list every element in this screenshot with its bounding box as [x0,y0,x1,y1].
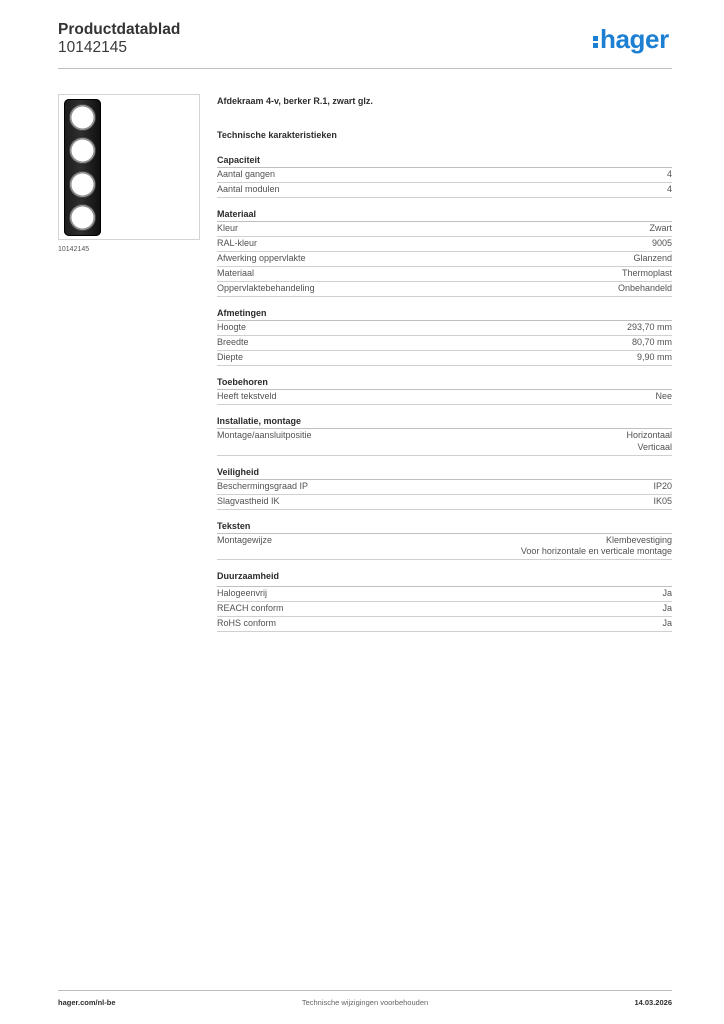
spec-value: Ja [662,588,672,598]
section-materiaal [217,208,672,297]
spec-value: Nee [655,391,672,401]
spec-label: Aantal modulen [217,184,280,194]
spec-label: Montage/aansluitpositie [217,430,312,440]
hager-logo [593,24,672,56]
section-title: Duurzaamheid [217,570,672,587]
frame-opening [70,205,95,230]
spec-row [217,237,672,252]
section-installatie-montage [217,415,672,456]
spec-value: 293,70 mm [626,322,672,332]
spec-label: RoHS conform [217,618,277,628]
section-afmetingen [217,307,672,366]
spec-label: Materiaal [217,268,255,278]
section-title: Installatie, montage [217,415,672,429]
spec-value: 80,70 mm [631,337,672,347]
spec-value: Thermoplast [621,268,672,278]
spec-label: Beschermingsgraad IP [217,480,309,491]
section-title: Materiaal [217,208,672,222]
spec-value: Glanzend [633,253,672,263]
section-toebehoren [217,376,672,405]
spec-value: IK05 [653,495,672,506]
product-image [58,94,200,240]
spec-row [217,495,672,510]
spec-row [217,222,672,237]
spec-row [217,267,672,282]
four-gang-cover-frame-icon [64,99,101,236]
header-divider [58,68,672,69]
section-title: Teksten [217,520,672,534]
spec-label: Diepte [217,352,244,362]
spec-row [217,183,672,198]
footer-date: 14.03.2026 [634,998,672,1007]
frame-opening [70,172,95,197]
frame-opening [70,138,95,163]
frame-opening [70,105,95,130]
spec-row [217,390,672,405]
spec-row [217,480,672,495]
spec-label: Heeft tekstveld [217,391,277,401]
spec-row [217,429,672,456]
spec-value: Ja [662,618,672,628]
spec-value: Zwart [649,223,672,233]
spec-value-line: Horizontaal [626,430,672,440]
spec-value: Ja [662,603,672,613]
spec-value-line: Voor horizontale en verticale montage [520,546,672,556]
spec-value: IP20 [653,480,672,491]
spec-label: Montagewijze [217,534,273,545]
spec-sections [217,154,672,632]
section-title: Afmetingen [217,307,672,321]
spec-row [217,282,672,297]
spec-label: Slagvastheid IK [217,495,280,506]
spec-value: 9,90 mm [636,352,672,362]
spec-label: RAL-kleur [217,238,258,248]
footer-website-link[interactable]: hager.com/nl-be [58,998,116,1007]
spec-value: Onbehandeld [617,283,672,293]
section-duurzaamheid [217,570,672,632]
spec-value [626,430,672,453]
section-title: Veiligheid [217,466,672,480]
logo-mark-top [593,36,598,41]
spec-label: Hoogte [217,322,247,332]
section-veiligheid [217,466,672,510]
spec-value: 9005 [651,238,672,248]
spec-row [217,351,672,366]
spec-value-line: Klembevestiging [605,534,672,545]
spec-label: Oppervlaktebehandeling [217,283,315,293]
spec-value: 4 [666,184,672,194]
product-name: Afdekraam 4-v, berker R.1, zwart glz. [217,96,373,106]
spec-value-line: Verticaal [637,441,672,452]
product-image-caption: 10142145 [58,246,90,253]
spec-row [217,321,672,336]
spec-value [521,535,672,558]
spec-row [217,587,672,602]
spec-label: Kleur [217,223,239,233]
spec-row [217,336,672,351]
logo-mark-bottom [593,43,598,48]
spec-label: Breedte [217,337,249,347]
spec-label: Aantal gangen [217,169,276,179]
logo-wordmark: hager [600,24,669,54]
section-capaciteit [217,154,672,198]
spec-label: Halogeenvrij [217,588,268,598]
spec-row [217,602,672,617]
section-teksten [217,520,672,561]
spec-label: Afwerking oppervlakte [217,253,306,263]
section-title: Capaciteit [217,154,672,168]
footer-disclaimer: Technische wijzigingen voorbehouden [301,998,429,1007]
spec-label: REACH conform [217,603,284,613]
spec-row [217,534,672,561]
specs-title: Technische karakteristieken [217,130,337,140]
spec-row [217,617,672,632]
article-number: 10142145 [58,39,127,56]
footer-divider [58,990,672,991]
section-title: Toebehoren [217,376,672,390]
spec-value: 4 [666,169,672,179]
page-title: Productdatablad [58,21,181,38]
spec-row [217,168,672,183]
spec-row [217,252,672,267]
